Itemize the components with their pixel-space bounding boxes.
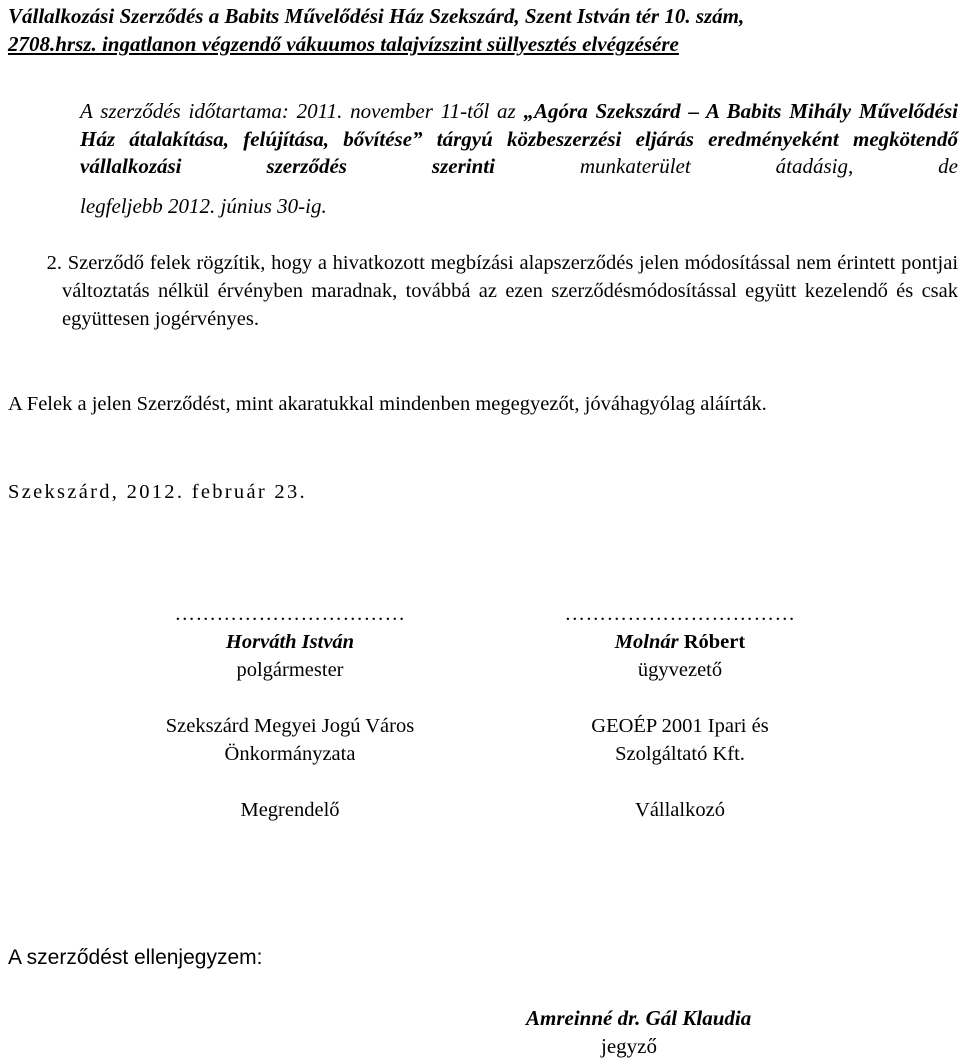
place-date: Szekszárd, 2012. február 23. xyxy=(8,481,307,503)
countersign-title: jegyző xyxy=(601,1034,657,1058)
signer-name-part-2: Róbert xyxy=(678,631,746,653)
signer-name: Horváth István xyxy=(225,631,355,653)
signer-name xyxy=(510,628,850,656)
agreement-sentence: A Felek a jelen Szerződést, mint akaratukkal mindenben megegyezőt, jóváhagyólag aláírták. xyxy=(8,393,767,415)
signer-org-line-1: GEOÉP 2001 Ipari és xyxy=(591,715,769,737)
signature-block-contractor xyxy=(510,600,850,824)
header-line-2: 2708.hrsz. ingatlanon végzendő vákuumos talajvízszint süllyesztés elvégzésére xyxy=(8,32,679,56)
signer-org-line-2: Önkormányzata xyxy=(224,743,356,765)
countersign-label: A szerződést ellenjegyzem: xyxy=(8,946,263,969)
party-label: Megrendelő xyxy=(240,799,340,821)
term-project-name: „Agóra Szekszárd – A Babits Mihály Művelődési Ház átalakítása, felújítása, bővítése” tárgyú közbeszerzési eljárás eredményeként megkötendő vállalkozási szerződés szerinti xyxy=(80,99,958,178)
clause-2 xyxy=(46,249,959,333)
term-lead: A szerződés időtartama: 2011. november 11-től az xyxy=(80,99,524,123)
signer-name-part-1: Molnár xyxy=(614,631,679,653)
clause-2-number: 2. xyxy=(46,252,62,274)
signer-org-line-1: Szekszárd Megyei Jogú Város xyxy=(165,715,415,737)
term-tail: munkaterület átadásig, de xyxy=(494,154,959,178)
term-last-line: legfeljebb 2012. június 30-ig. xyxy=(80,194,327,218)
signer-role: ügyvezető xyxy=(637,659,723,681)
document-header xyxy=(8,2,956,58)
signer-org-line-2: Szolgáltató Kft. xyxy=(615,743,745,765)
party-label: Vállalkozó xyxy=(635,799,725,821)
countersign-name: Amreinné dr. Gál Klaudia xyxy=(526,1006,752,1030)
signature-line: …………………………… xyxy=(564,603,796,625)
clause-2-text: Szerződő felek rögzítik, hogy a hivatkozott megbízási alapszerződés jelen módosítással nem érintett pontjai változtatás nélkül érvényben maradnak, továbbá az ezen szerződésmódosítással együtt kezelendő és csak együttesen jogérvényes. xyxy=(62,252,959,330)
signature-block-client xyxy=(120,600,460,824)
header-line-1: Vállalkozási Szerződés a Babits Művelődési Ház Szekszárd, Szent István tér 10. szám, xyxy=(8,4,745,28)
signer-role: polgármester xyxy=(236,659,344,681)
signature-line: …………………………… xyxy=(174,603,406,625)
term-paragraph xyxy=(80,98,958,181)
